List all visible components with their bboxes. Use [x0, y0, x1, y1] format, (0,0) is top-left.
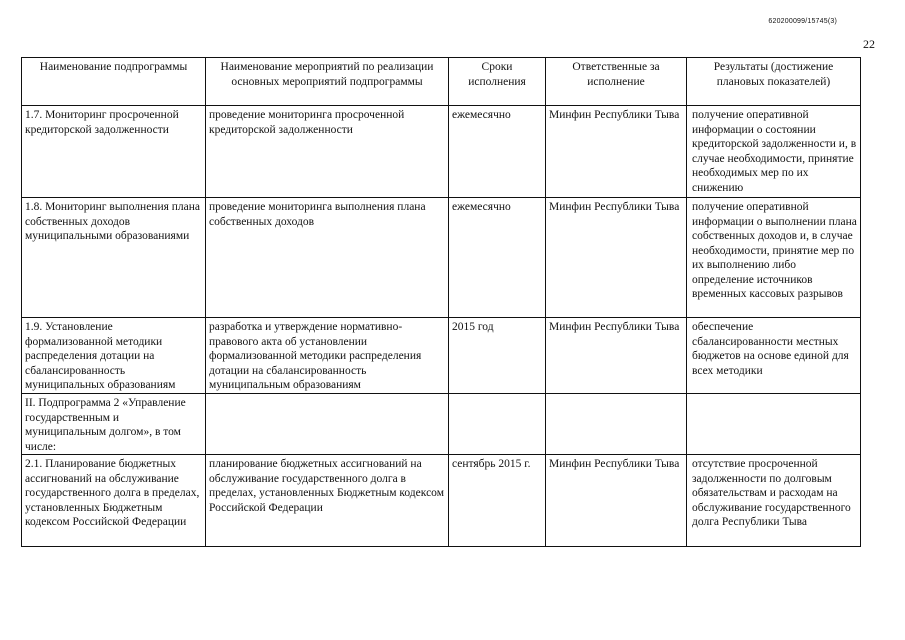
cell-activity: проведение мониторинга просроченной кредиторской задолженности	[206, 106, 449, 198]
table-row	[22, 198, 861, 318]
document-id: 620200099/15745(3)	[768, 18, 837, 25]
cell-responsible: Минфин Республики Тыва	[546, 106, 687, 198]
header-activity: Наименование мероприятий по реализации основных мероприятий подпрограммы	[206, 58, 449, 106]
cell-activity	[206, 394, 449, 455]
cell-deadline	[449, 394, 546, 455]
cell-responsible: Минфин Республики Тыва	[546, 455, 687, 547]
table-row	[22, 318, 861, 394]
cell-responsible: Минфин Республики Тыва	[546, 318, 687, 394]
cell-deadline: 2015 год	[449, 318, 546, 394]
header-deadline: Сроки исполнения	[449, 58, 546, 106]
table-row	[22, 394, 861, 455]
activities-table	[21, 57, 861, 547]
cell-activity: разработка и утверждение нормативно-правового акта об установлении формализованной методики распределения дотации на сбалансированность муниципальным образованиям	[206, 318, 449, 394]
cell-deadline: ежемесячно	[449, 198, 546, 318]
table-row	[22, 455, 861, 547]
cell-activity: проведение мониторинга выполнения плана собственных доходов	[206, 198, 449, 318]
header-responsible: Ответственные за исполнение	[546, 58, 687, 106]
cell-result: обеспечение сбалансированности местных бюджетов на основе единой для всех методики	[687, 318, 861, 394]
cell-subprogram: II. Подпрограмма 2 «Управление государственным и муниципальным долгом», в том числе:	[22, 394, 206, 455]
header-subprogram: Наименование подпрограммы	[22, 58, 206, 106]
cell-result: отсутствие просроченной задолженности по долговым обязательствам и расходам на обслуживание государственного долга Республики Тыва	[687, 455, 861, 547]
table-header-row	[22, 58, 861, 106]
page-number: 22	[863, 37, 875, 51]
cell-result: получение оперативной информации о выполнении плана собственных доходов и, в случае необходимости, принятие мер по их выполнению либо определение источников временных кассовых разрывов	[687, 198, 861, 318]
cell-subprogram: 1.7. Мониторинг просроченной кредиторской задолженности	[22, 106, 206, 198]
header-results: Результаты (достижение плановых показателей)	[687, 58, 861, 106]
cell-subprogram: 1.9. Установление формализованной методики распределения дотации на сбалансированность муниципальных образованиям	[22, 318, 206, 394]
cell-activity: планирование бюджетных ассигнований на обслуживание государственного долга в пределах, установленных Бюджетным кодексом Российской Федерации	[206, 455, 449, 547]
cell-deadline: сентябрь 2015 г.	[449, 455, 546, 547]
table-row	[22, 106, 861, 198]
cell-deadline: ежемесячно	[449, 106, 546, 198]
cell-result	[687, 394, 861, 455]
cell-subprogram: 1.8. Мониторинг выполнения плана собственных доходов муниципальными образованиями	[22, 198, 206, 318]
cell-subprogram: 2.1. Планирование бюджетных ассигнований на обслуживание государственного долга в пределах, установленных Бюджетным кодексом Российской Федерации	[22, 455, 206, 547]
cell-responsible: Минфин Республики Тыва	[546, 198, 687, 318]
cell-responsible	[546, 394, 687, 455]
cell-result: получение оперативной информации о состоянии кредиторской задолженности и, в случае необходимости, принятие необходимых мер по их снижению	[687, 106, 861, 198]
